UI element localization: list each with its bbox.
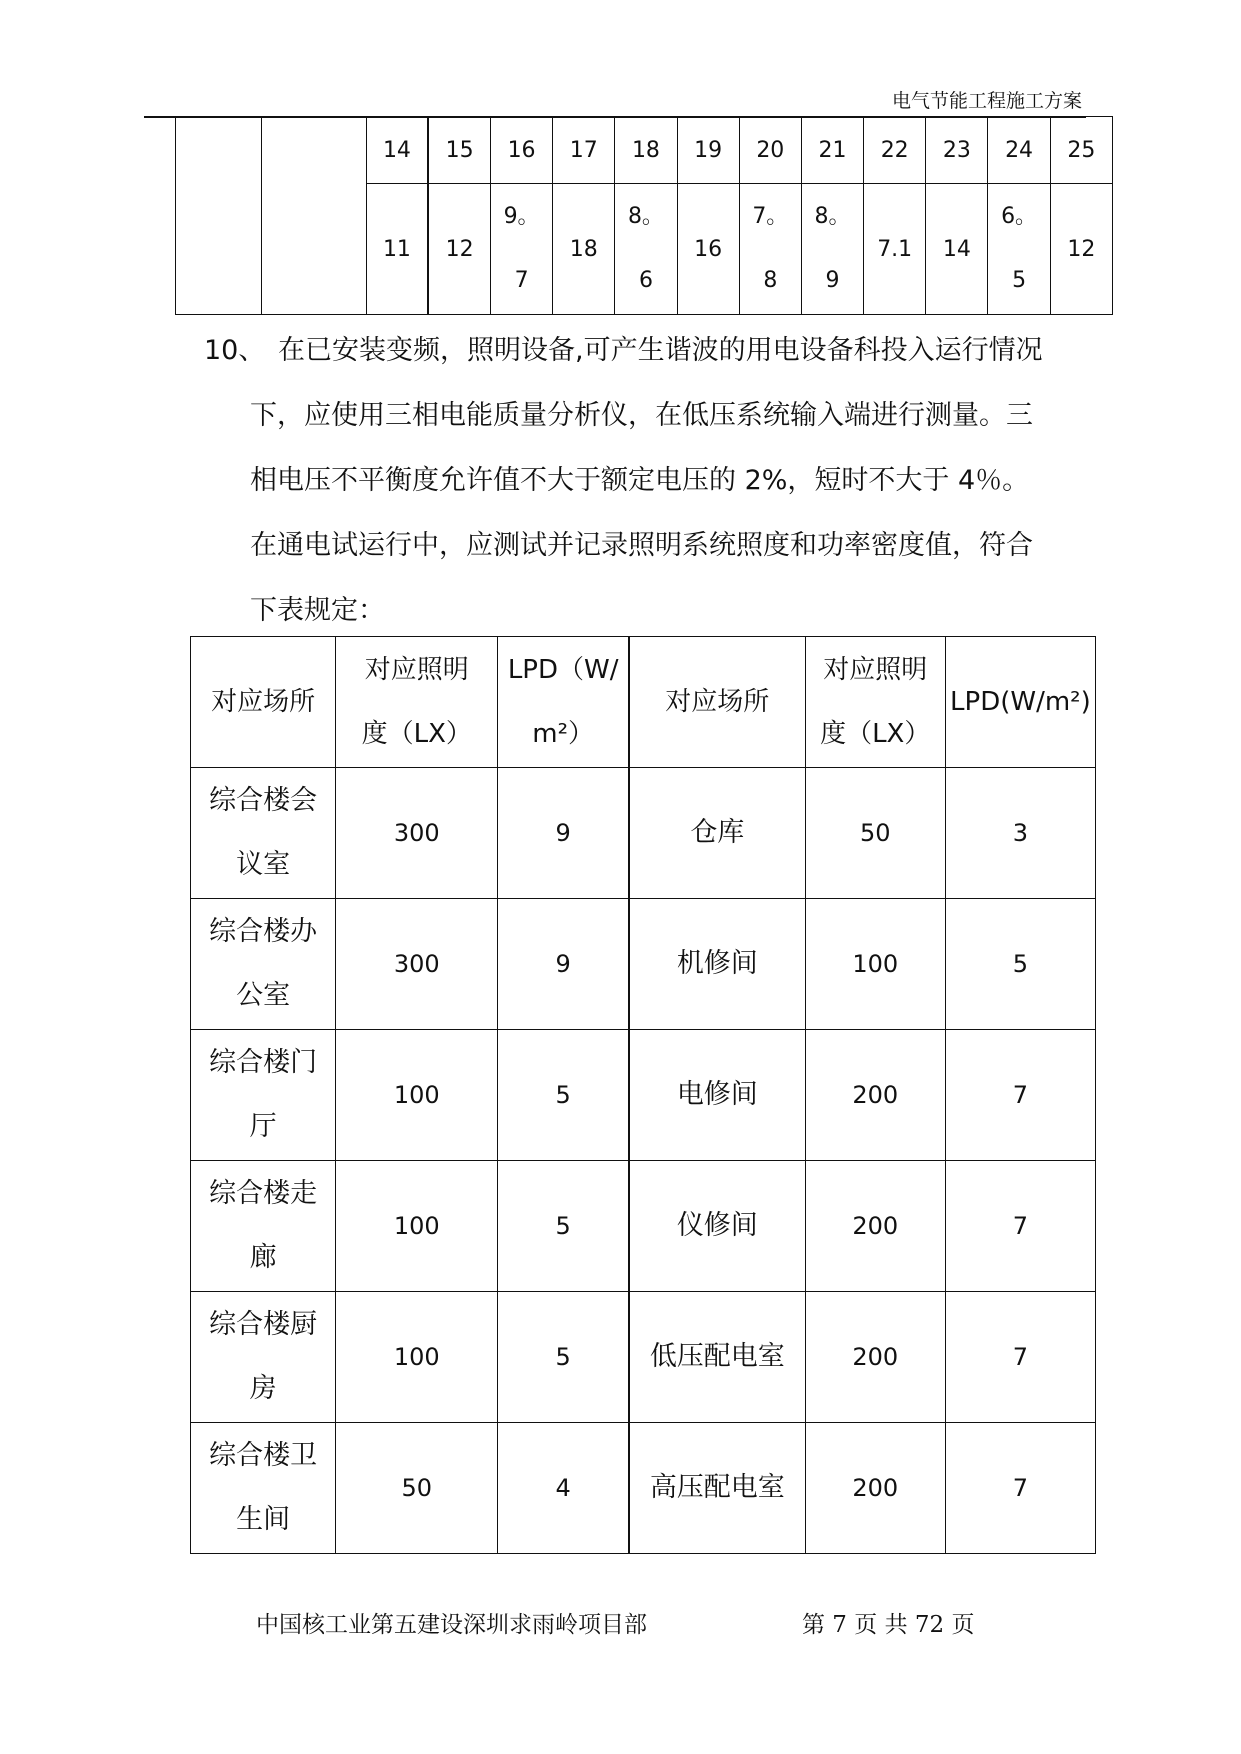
table-cell: 300 (336, 768, 498, 899)
table-cell: 综合楼厨房 (191, 1292, 336, 1423)
table-row (191, 1292, 1096, 1423)
table-cell: 100 (336, 1030, 498, 1161)
cell-value: 16 (694, 236, 723, 262)
cell-value: 6 (638, 268, 653, 293)
table-cell: 综合楼会议室 (191, 768, 336, 899)
header-title: 电气节能工程施工方案 (891, 90, 1082, 112)
paragraph-text: 在已安装变频，照明设备,可产生谐波的用电设备科投入运行情况 (278, 335, 1043, 366)
table-cell: 机修间 (629, 899, 805, 1030)
table-cell (428, 184, 490, 315)
table-cell (801, 184, 863, 315)
cell-value: 7.1 (877, 236, 913, 262)
table-cell: 300 (336, 899, 498, 1030)
cell-value: 7 (514, 268, 529, 293)
table-cell: 17 (553, 117, 615, 184)
table-cell: 7 (945, 1030, 1095, 1161)
table-cell: 7 (945, 1161, 1095, 1292)
table-cell: 3 (945, 768, 1095, 899)
table-cell (677, 184, 739, 315)
cell-value: 8。 (814, 204, 851, 229)
column-header: 对应照明度（LX） (805, 637, 945, 768)
table-cell (864, 184, 926, 315)
page-number: 第 7 页 共 72 页 (802, 1612, 975, 1638)
table-cell: 200 (805, 1423, 945, 1554)
table-cell: 4 (498, 1423, 629, 1554)
table-cell: 16 (490, 117, 552, 184)
table-cell: 综合楼门厅 (191, 1030, 336, 1161)
table-cell: 25 (1050, 117, 1112, 184)
table-cell: 100 (805, 899, 945, 1030)
table-cell: 21 (801, 117, 863, 184)
cell-value: 8 (763, 268, 778, 293)
column-header: LPD（W/m²） (498, 637, 629, 768)
table-cell: 19 (677, 117, 739, 184)
table-cell: 5 (498, 1292, 629, 1423)
table-cell: 仓库 (629, 768, 805, 899)
column-header: 对应场所 (629, 637, 805, 768)
table-cell: 20 (739, 117, 801, 184)
cell-value: 8。 (627, 204, 664, 229)
cell-value: 5 (1012, 268, 1027, 293)
table-cell: 200 (805, 1030, 945, 1161)
table-row (191, 1161, 1096, 1292)
cell-value: 6。 (1001, 204, 1038, 229)
table-cell: 100 (336, 1161, 498, 1292)
table-cell: 23 (926, 117, 988, 184)
cell-value: 9。 (503, 204, 540, 229)
paragraph-line: 下，应使用三相电能质量分析仪，在低压系统输入端进行测量。三 (250, 400, 1033, 431)
table-cell (739, 184, 801, 315)
table-cell: 5 (498, 1161, 629, 1292)
table-cell: 综合楼走廊 (191, 1161, 336, 1292)
table-cell: 24 (988, 117, 1050, 184)
cell-value: 12 (445, 236, 474, 262)
table-row (191, 768, 1096, 899)
table-row (191, 1030, 1096, 1161)
table-cell: 7 (945, 1423, 1095, 1554)
cell-value: 18 (569, 236, 598, 262)
table-cell: 50 (336, 1423, 498, 1554)
table-cell: 200 (805, 1292, 945, 1423)
column-header: 对应照明度（LX） (336, 637, 498, 768)
table-cell: 7 (945, 1292, 1095, 1423)
table-cell: 9 (498, 899, 629, 1030)
table-cell: 14 (366, 117, 428, 184)
table-cell: 200 (805, 1161, 945, 1292)
page-header (144, 80, 1086, 118)
table-cell: 18 (615, 117, 677, 184)
cell-value: 7。 (752, 204, 789, 229)
table-cell: 22 (864, 117, 926, 184)
table-cell: 仪修间 (629, 1161, 805, 1292)
column-header: 对应场所 (191, 637, 336, 768)
empty-cell (262, 117, 366, 315)
table-cell (615, 184, 677, 315)
table-cell: 50 (805, 768, 945, 899)
column-header: LPD(W/m²) (945, 637, 1095, 768)
footer-organization: 中国核工业第五建设深圳求雨岭项目部 (256, 1612, 647, 1638)
paragraph-line: 相电压不平衡度允许值不大于额定电压的 2%，短时不大于 4％。 (250, 465, 1030, 496)
paragraph-line (204, 318, 1104, 383)
table-cell (366, 184, 428, 315)
paragraph-line: 下表规定： (250, 595, 385, 626)
table-cell: 5 (498, 1030, 629, 1161)
table-cell (490, 184, 552, 315)
table-cell (926, 184, 988, 315)
table-cell: 15 (428, 117, 490, 184)
empty-cell (176, 117, 262, 315)
cell-value: 12 (1067, 236, 1096, 262)
cell-value: 9 (825, 268, 840, 293)
continuation-table (175, 116, 1113, 315)
table-cell: 综合楼卫生间 (191, 1423, 336, 1554)
table-cell: 低压配电室 (629, 1292, 805, 1423)
body-paragraph (204, 318, 1104, 643)
table-cell: 高压配电室 (629, 1423, 805, 1554)
item-number: 10、 (204, 335, 266, 366)
table-cell: 100 (336, 1292, 498, 1423)
table-cell: 5 (945, 899, 1095, 1030)
table-row (191, 1423, 1096, 1554)
table-cell (1050, 184, 1112, 315)
table-cell: 9 (498, 768, 629, 899)
table-row (191, 899, 1096, 1030)
table-header-row (191, 637, 1096, 768)
table-cell (988, 184, 1050, 315)
table-row (176, 117, 1113, 184)
lpd-table (190, 636, 1096, 1554)
cell-value: 14 (942, 236, 971, 262)
paragraph-line: 在通电试运行中，应测试并记录照明系统照度和功率密度值，符合 (250, 530, 1033, 561)
table-cell (553, 184, 615, 315)
cell-value: 11 (382, 236, 411, 262)
table-cell: 电修间 (629, 1030, 805, 1161)
table-cell: 综合楼办公室 (191, 899, 336, 1030)
